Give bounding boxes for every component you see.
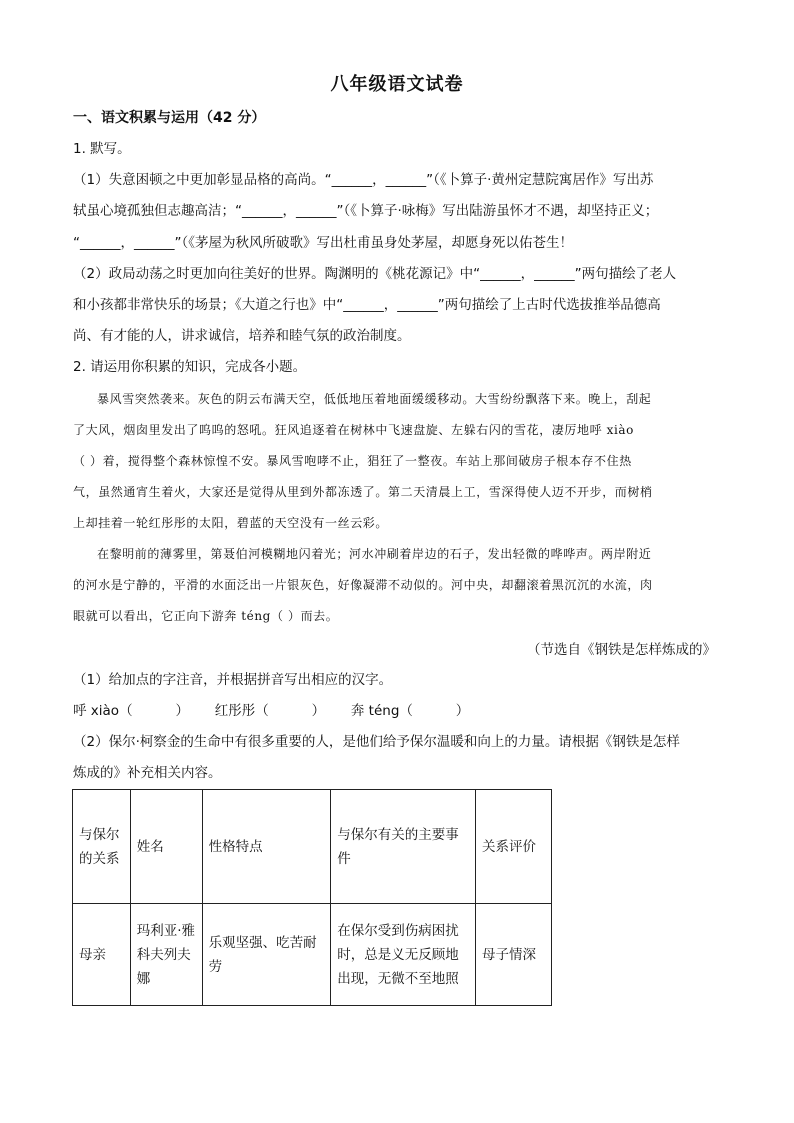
table-header-cell: 与保尔有关的主要事件	[331, 790, 476, 904]
passage-line: 暴风雪突然袭来。灰色的阴云布满天空，低低地压着地面缓缓移动。大雪纷纷飘落下来。晚上，刮起	[97, 392, 652, 406]
passage-line: （ ）着，搅得整个森林惊惶不安。暴风雪咆哮不止，猖狂了一整夜。车站上那间破房子根本存不住热	[73, 454, 632, 468]
table-cell: 母亲	[73, 904, 131, 1006]
passage-line: 上却挂着一轮红彤彤的太阳，碧蓝的天空没有一丝云彩。	[73, 516, 389, 530]
question-1-label: 1. 默写。	[73, 141, 131, 157]
sub-question-2-line-2: 炼成的》补充相关内容。	[73, 765, 222, 781]
q1-line-1: （1）失意困顿之中更加彰显品格的高尚。“______，______”（《卜算子·黄州定慧院寓居作》写出苏	[73, 172, 654, 188]
table-row	[73, 904, 552, 1006]
question-2-label: 2. 请运用你积累的知识，完成各小题。	[73, 359, 307, 375]
q1-line-6: 尚、有才能的人，讲求诚信，培养和睦气氛的政治制度。	[73, 328, 411, 344]
sub-question-1-items: 呼 xiào（ ） 红彤彤（ ） 奔 téng（ ）	[73, 703, 470, 719]
passage-line: 在黎明前的薄雾里，第聂伯河模糊地闪着光；河水冲刷着岸边的石子，发出轻微的哗哗声。两岸附近	[97, 547, 652, 561]
table-cell: 母子情深	[476, 904, 552, 1006]
passage-line: 眼就可以看出，它正向下游奔 téng（ ）而去。	[73, 609, 339, 623]
section-heading: 一、语文积累与运用（42 分）	[73, 110, 266, 126]
table-header-row	[73, 790, 552, 904]
character-table	[72, 789, 552, 1006]
table-header-cell: 性格特点	[202, 790, 331, 904]
table-cell: 玛利亚·雅科夫列夫娜	[130, 904, 202, 1006]
table-header-cell: 与保尔的关系	[73, 790, 131, 904]
passage-line: 气，虽然通宵生着火，大家还是觉得从里到外都冻透了。第二天清晨上工，雪深得使人迈不开步，而树梢	[73, 485, 653, 499]
table-cell: 在保尔受到伤病困扰时，总是义无反顾地出现，无微不至地照	[331, 904, 476, 1006]
q1-line-2: 轼虽心境孤独但志趣高洁；“______，______”（《卜算子·咏梅》写出陆游虽怀才不遇，却坚持正义；	[73, 203, 659, 219]
table-cell: 乐观坚强、吃苦耐劳	[202, 904, 331, 1006]
table-header-cell: 关系评价	[476, 790, 552, 904]
q1-line-4: （2）政局动荡之时更加向往美好的世界。陶渊明的《桃花源记》中“______，______”两句描绘了老人	[73, 266, 677, 282]
sub-question-1: （1）给加点的字注音，并根据拼音写出相应的汉字。	[73, 672, 393, 688]
passage-source: （节选自《钢铁是怎样炼成的》	[527, 642, 716, 658]
page-title: 八年级语文试卷	[330, 74, 464, 95]
sub-question-2-line-1: （2）保尔·柯察金的生命中有很多重要的人，是他们给予保尔温暖和向上的力量。请根据《钢铁是怎样	[73, 734, 680, 750]
passage-line: 的河水是宁静的，平滑的水面泛出一片银灰色，好像凝滞不动似的。河中央，却翻滚着黑沉沉的水流，肉	[73, 578, 653, 592]
q1-line-3: “______，______”（《茅屋为秋风所破歌》写出杜甫虽身处茅屋，却愿身死以佑苍生！	[73, 235, 573, 251]
table-header-cell: 姓名	[130, 790, 202, 904]
q1-line-5: 和小孩都非常快乐的场景；《大道之行也》中“______，______”两句描绘了上古时代选拔推举品德高	[73, 297, 661, 313]
passage-line: 了大风，烟囱里发出了呜呜的怒吼。狂风追逐着在树林中飞速盘旋、左躲右闪的雪花，凄厉地呼 xiào	[73, 423, 635, 437]
